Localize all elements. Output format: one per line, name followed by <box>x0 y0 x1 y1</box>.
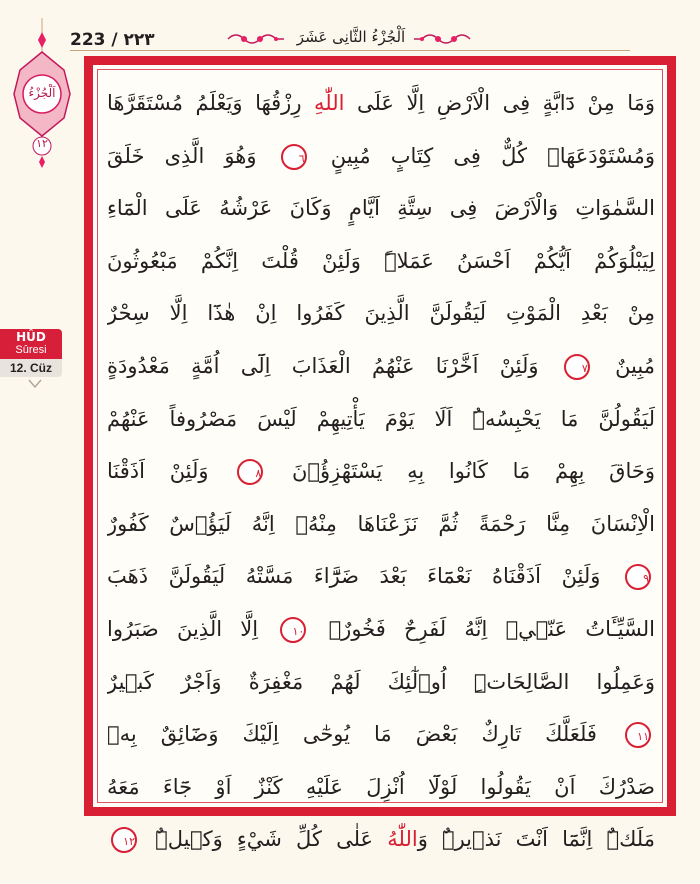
verse-text: الْاِنْسَانَ مِنَّا رَحْمَةً ثُمَّ نَزَعْنَاهَا مِنْهُۚ اِنَّهُ لَيَؤُ۫سٌ كَفُورٌ <box>107 511 655 536</box>
sura-tab-name-box <box>0 329 62 359</box>
verse-line <box>107 708 655 761</box>
juz-tab-label: 12. Cüz <box>0 359 62 377</box>
ayah-number-marker: ١١ <box>625 722 651 748</box>
verse-line <box>107 498 655 551</box>
ayah-number-marker: ١٢ <box>111 827 137 853</box>
verse-text: مِنْ بَعْدِ الْمَوْتِ لَيَقُولَنَّ الَّذِينَ كَفَرُوا اِنْ هٰذَٓا اِلَّا سِحْرٌ <box>107 301 655 326</box>
verse-line <box>107 550 655 603</box>
verse-text: عَلٰى كُلِّ شَيْءٍ وَك۪يلٌۜ <box>141 827 388 852</box>
divine-name: اللّٰهِ <box>313 91 345 115</box>
verse-text: وَلَئِنْ اَذَقْنَا <box>107 459 234 484</box>
verse-text: وَمُسْتَوْدَعَهَاۜ كُلٌّ فِى كِتَابٍ مُبِينٍ <box>310 143 655 168</box>
verse-text: صَدْرُكَ اَنْ يَقُولُوا لَوْلَٓا اُنْزِلَ عَلَيْهِ كَنْزٌ اَوْ جَٓاءَ مَعَهُ <box>107 774 655 799</box>
verse-line <box>107 182 655 235</box>
divine-name: اللّٰهُ <box>387 827 418 852</box>
chevron-down-icon <box>27 379 43 389</box>
header-ornament-left <box>226 31 286 47</box>
verse-text: وَهُوَ الَّذِى خَلَقَ <box>107 143 277 168</box>
ayah-number-marker: ٦ <box>281 144 307 170</box>
verse-text: وَلَئِنْ اَخَّرْنَا عَنْهُمُ الْعَذَابَ اِلَٓى اُمَّةٍ مَعْدُودَةٍ <box>107 353 560 378</box>
sura-subtitle: Sûresi <box>15 344 47 356</box>
verse-text: لِيَبْلُوَكُمْ اَيُّكُمْ اَحْسَنُ عَمَلاًۜ وَلَئِنْ قُلْتَ اِنَّكُمْ مَبْعُوثُونَ <box>107 248 655 273</box>
sura-tab <box>0 329 66 389</box>
verse-text: مُبِينٌ <box>593 353 655 378</box>
verse-line <box>107 813 655 866</box>
verse-text: السَّمٰوَاتِ وَالْاَرْضَ فِى سِتَّةِ اَيَّامٍ وَكَانَ عَرْشُهُ عَلَى الْمَٓاءِ <box>107 196 655 221</box>
verse-text: اِلَّا الَّذِينَ صَبَرُوا <box>107 616 277 641</box>
verse-text: وَمَا مِنْ دَٓابَّةٍ فِى الْاَرْضِ اِلَّا عَلَى <box>344 91 655 115</box>
juz-label: اَلْجُزْءُ <box>28 86 56 100</box>
verse-line <box>107 77 655 130</box>
ayah-number-marker: ١٠ <box>280 617 306 643</box>
verse-line <box>107 761 655 814</box>
quran-text-frame <box>84 56 676 852</box>
verse-text: وَعَمِلُوا الصَّالِحَاتِۜ اُو۬لٰٓئِكَ لَهُمْ مَغْفِرَةٌ وَاَجْرٌ كَب۪يرٌ <box>107 669 655 694</box>
verse-text: وَلَئِنْ اَذَقْنَاهُ نَعْمَٓاءَ بَعْدَ ضَرَّٓاءَ مَسَّتْهُ لَيَقُولَنَّ ذَهَبَ <box>107 564 621 589</box>
juz-index: ١٢ <box>36 137 48 150</box>
header-ornament-right <box>412 31 472 47</box>
header-rule <box>70 50 630 51</box>
verse-text: لَيَقُولُنَّ مَا يَحْبِسُهُۜ اَلَا يَوْمَ يَأْتِيهِمْ لَيْسَ مَصْرُوفاً عَنْهُمْ <box>107 406 655 431</box>
page-number: 223 / ٢٢٣ <box>70 30 155 50</box>
verse-text: رِزْقُهَا وَيَعْلَمُ مُسْتَقَرَّهَا <box>107 91 314 115</box>
ayah-number-marker: ٨ <box>237 459 263 485</box>
ayah-number-marker: ٩ <box>625 564 651 590</box>
verse-line <box>107 656 655 709</box>
verse-text: فَلَعَلَّكَ تَارِكٌ بَعْضَ مَا يُوحٰٓى اِلَيْكَ وَضَٓائِقٌ بِه۪ <box>107 722 621 747</box>
verse-text: وَحَاقَ بِهِمْ مَا كَانُوا بِهِ يَسْتَهْزِؤُ۫نَ <box>267 459 655 484</box>
verse-line <box>107 235 655 288</box>
quran-text-panel <box>92 64 668 852</box>
verse-line <box>107 393 655 446</box>
verse-text: السَّيِّـَٔاتُ عَنّ۪يۜ اِنَّهُ لَفَرِحٌ فَخُورٌۙ <box>310 616 655 641</box>
verse-line <box>107 445 655 498</box>
verse-line <box>107 130 655 183</box>
verse-line <box>107 287 655 340</box>
verse-lines <box>107 77 655 866</box>
juz-title: اَلْجُزْءُ الثَّانِى عَشَرَ <box>296 28 406 46</box>
sura-name: HÛD <box>16 330 46 344</box>
ayah-number-marker: ٧ <box>564 354 590 380</box>
verse-text: مَلَكٌۜ اِنَّمَٓا اَنْتَ نَذ۪يرٌۜ وَ <box>417 827 655 852</box>
verse-line <box>107 603 655 656</box>
verse-line <box>107 340 655 393</box>
